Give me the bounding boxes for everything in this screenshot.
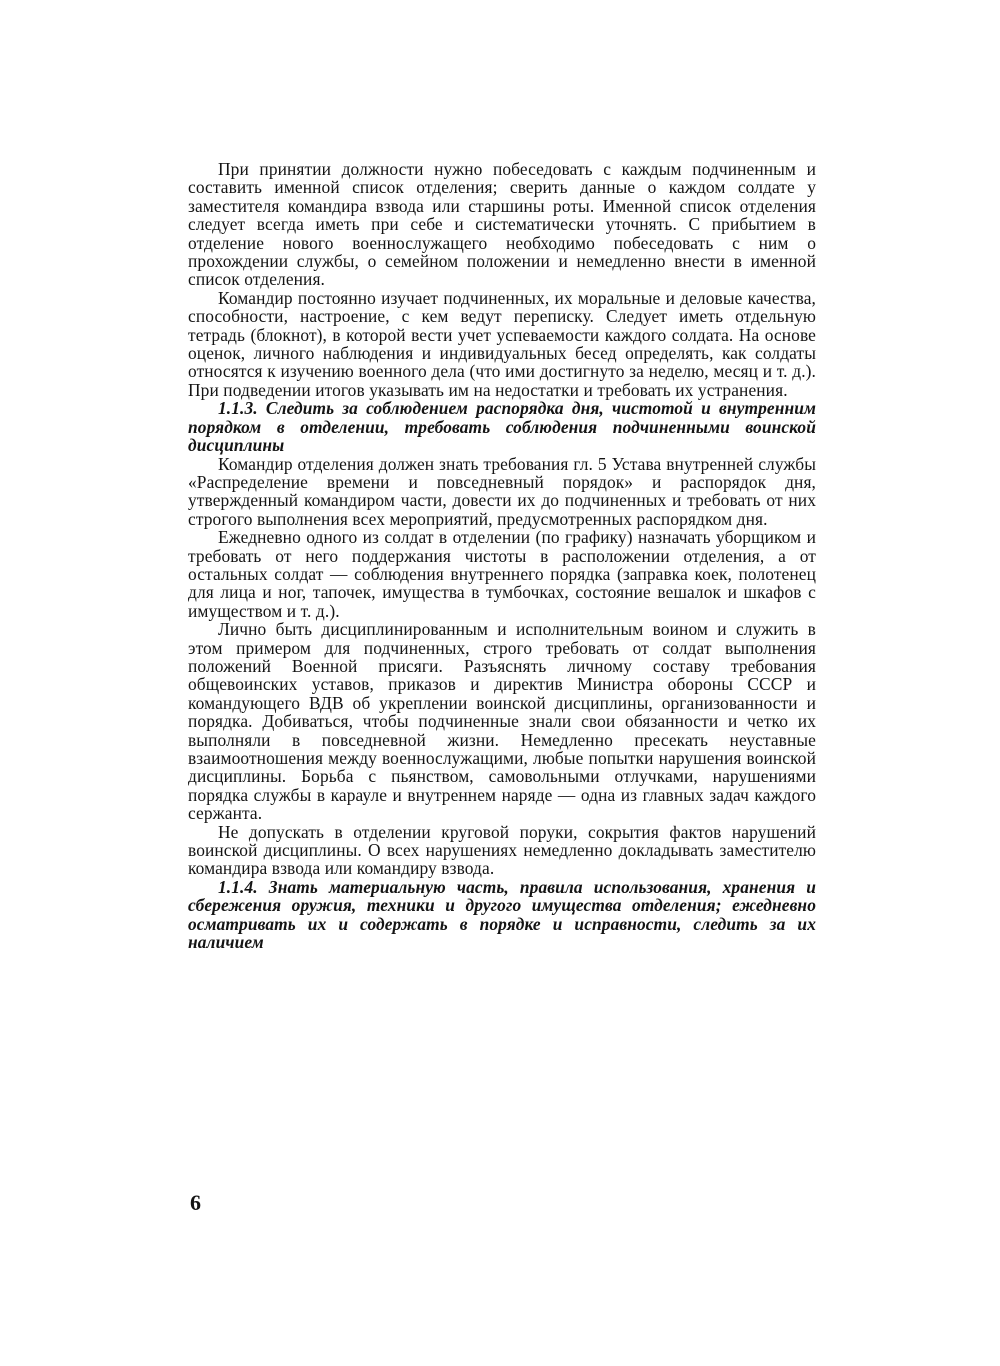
paragraph-4: Ежедневно одного из солдат в отделении (по графику) назначать уборщиком и требовать от него поддержания чистоты в расположении отделения, а от остальных солдат — соблюдения внутреннего порядка (заправка коек, полотенец для лица и ног, тапочек, имущества в тумбочках, состояние вешалок и шкафов с имуществом и т. д.). bbox=[188, 527, 816, 621]
page-number: 6 bbox=[190, 1190, 201, 1215]
page-body bbox=[188, 160, 816, 951]
paragraph-1: При принятии должности нужно побеседовать с каждым подчиненным и составить именной список отделения; сверить данные о каждом солдате у заместителя командира взвода или старшины роты. Именной список отделения следует всегда иметь при себе и систематически уточнять. С прибытием в отделение нового военнослужащего необходимо побеседовать с ним о прохождении службы, о семейном положении и немедленно внести в именной список отделения. bbox=[188, 159, 816, 290]
paragraph-3: Командир отделения должен знать требования гл. 5 Устава внутренней службы «Распределение времени и повседневный порядок» и распорядок дня, утвержденный командиром части, довести их до подчиненных и требовать от них строгого выполнения всех мероприятий, предусмотренных распорядком дня. bbox=[188, 453, 816, 529]
paragraph-2: Командир постоянно изучает подчиненных, их моральные и деловые качества, способности, настроение, с кем ведут переписку. Следует иметь отдельную тетрадь (блокнот), в которой вести учет успеваемости каждого солдата. На основе оценок, личного наблюдения и индивидуальных бесед определять, как солдаты относятся к изучению военного дела (что ими достигнуто за неделю, месяц и т. д.). При подведении итогов указывать им на недостатки и требовать их устранения. bbox=[188, 287, 816, 400]
section-heading-1-1-3: 1.1.3. Следить за соблюдением распорядка дня, чистотой и внутренним порядком в отделении, требовать соблюдения подчиненными воинской дисциплины bbox=[188, 398, 816, 456]
paragraph-6: Не допускать в отделении круговой поруки, сокрытия фактов нарушений воинской дисциплины. О всех нарушениях немедленно докладывать заместителю командира взвода или командиру взвода. bbox=[188, 821, 816, 879]
section-heading-1-1-4: 1.1.4. Знать материальную часть, правила использования, хранения и сбережения оружия, техники и другого имущества отделения; ежедневно осматривать их и содержать в порядке и исправности, следить за их наличием bbox=[188, 876, 816, 953]
paragraph-5: Лично быть дисциплинированным и исполнительным воином и служить в этом примером для подчиненных, строго требовать от солдат выполнения положений Военной присяги. Разъяснять личному составу требования общевоинских уставов, приказов и директив Министра обороны СССР и командующего ВДВ об укреплении воинской дисциплины, организованности и порядка. Добиваться, чтобы подчиненные знали свои обязанности и четко их выполняли в повседневной жизни. Немедленно пресекать неуставные взаимоотношения между военнослужащими, любые попытки нарушения воинской дисциплины. Борьба с пьянством, самовольными отлучками, нарушениями порядка службы в карауле и внутреннем наряде — одна из главных задач каждого сержанта. bbox=[188, 619, 816, 824]
